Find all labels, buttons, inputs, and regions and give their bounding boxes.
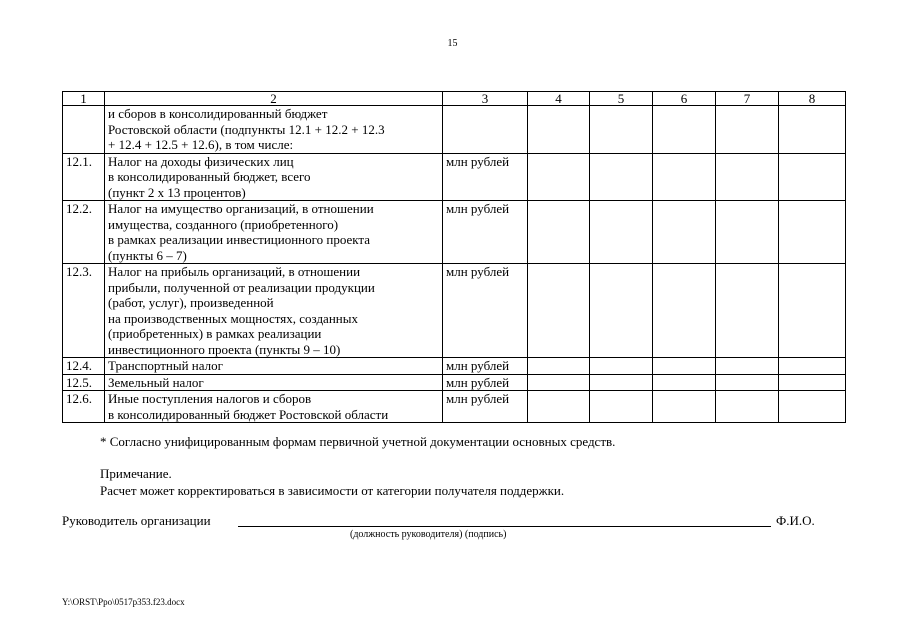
description-line: Налог на имущество организаций, в отношении [108, 201, 374, 216]
table-row [63, 153, 846, 201]
value-cell [653, 153, 716, 201]
row-description-cell [105, 358, 443, 375]
table-row [63, 391, 846, 423]
value-cell [528, 264, 590, 358]
row-description-cell [105, 106, 443, 154]
value-cell [528, 106, 590, 154]
value-cell [528, 153, 590, 201]
description-line: Иные поступления налогов и сборов [108, 391, 312, 406]
value-cell [590, 153, 653, 201]
table-row [63, 201, 846, 264]
row-unit-cell [443, 106, 528, 154]
value-cell [779, 358, 846, 375]
row-unit-cell: млн рублей [443, 391, 528, 423]
tax-table [62, 91, 846, 423]
row-number-cell: 12.2. [63, 201, 105, 264]
description-line: прибыли, полученной от реализации продукции [108, 279, 375, 295]
row-number-cell: 12.1. [63, 153, 105, 201]
value-cell [590, 201, 653, 264]
header-cell: 7 [716, 92, 779, 106]
description-line: (пункт 2 х 13 процентов) [108, 184, 246, 200]
header-cell: 3 [443, 92, 528, 106]
description-line: (пункты 6 – 7) [108, 247, 187, 263]
value-cell [716, 106, 779, 154]
header-cell: 4 [528, 92, 590, 106]
value-cell [779, 391, 846, 423]
value-cell [716, 153, 779, 201]
description-line: Транспортный налог [108, 358, 223, 373]
signature-label: Руководитель организации [62, 513, 211, 528]
row-description-cell [105, 153, 443, 201]
value-cell [653, 391, 716, 423]
description-line: + 12.4 + 12.5 + 12.6), в том числе: [108, 137, 294, 152]
description-line: в консолидированный бюджет, всего [108, 169, 311, 184]
description-line: Земельный налог [108, 374, 204, 390]
value-cell [653, 374, 716, 391]
value-cell [716, 391, 779, 423]
value-cell [653, 106, 716, 154]
value-cell [779, 201, 846, 264]
row-number-cell: 12.4. [63, 358, 105, 375]
note-text: Расчет может корректироваться в зависимости от категории получателя поддержки. [100, 483, 565, 498]
header-cell: 2 [105, 92, 443, 106]
value-cell [779, 106, 846, 154]
description-line: Налог на доходы физических лиц [108, 153, 294, 169]
header-cell: 1 [63, 92, 105, 106]
value-cell [590, 374, 653, 391]
file-path: Y:\ORST\Ppo\0517p353.f23.docx [62, 597, 185, 607]
description-line: Ростовской области (подпункты 12.1 + 12.2 + 12.3 [108, 121, 385, 137]
row-description-cell [105, 201, 443, 264]
description-line: на производственных мощностях, созданных [108, 310, 358, 326]
row-unit-cell: млн рублей [443, 201, 528, 264]
row-unit-cell: млн рублей [443, 264, 528, 358]
row-number-cell: 12.6. [63, 391, 105, 423]
value-cell [528, 391, 590, 423]
note-title: Примечание. [100, 466, 172, 481]
value-cell [653, 201, 716, 264]
value-cell [590, 106, 653, 154]
value-cell [653, 358, 716, 375]
header-cell: 6 [653, 92, 716, 106]
row-unit-cell: млн рублей [443, 358, 528, 375]
value-cell [716, 201, 779, 264]
row-unit-cell: млн рублей [443, 153, 528, 201]
table-row [63, 106, 846, 154]
row-description-cell [105, 264, 443, 358]
table-row [63, 358, 846, 375]
value-cell [716, 374, 779, 391]
value-cell [528, 358, 590, 375]
row-number-cell [63, 106, 105, 154]
value-cell [590, 391, 653, 423]
description-line: (приобретенных) в рамках реализации [108, 326, 322, 341]
description-line: в консолидированный бюджет Ростовской области [108, 406, 389, 422]
value-cell [716, 264, 779, 358]
description-line: (работ, услуг), произведенной [108, 295, 274, 310]
value-cell [653, 264, 716, 358]
value-cell [779, 153, 846, 201]
description-line: в рамках реализации инвестиционного проекта [108, 232, 371, 247]
value-cell [779, 374, 846, 391]
value-cell [779, 264, 846, 358]
header-cell: 5 [590, 92, 653, 106]
header-cell: 8 [779, 92, 846, 106]
value-cell [590, 264, 653, 358]
description-line: инвестиционного проекта (пункты 9 – 10) [108, 341, 341, 357]
signature-line [238, 526, 771, 527]
description-line: имущества, созданного (приобретенного) [108, 216, 339, 232]
value-cell [716, 358, 779, 375]
table-header-row [63, 92, 846, 106]
page-number: 15 [447, 38, 458, 49]
value-cell [528, 201, 590, 264]
value-cell [528, 374, 590, 391]
row-description-cell [105, 391, 443, 423]
table-row [63, 374, 846, 391]
row-number-cell: 12.5. [63, 374, 105, 391]
row-number-cell: 12.3. [63, 264, 105, 358]
row-unit-cell: млн рублей [443, 374, 528, 391]
description-line: и сборов в консолидированный бюджет [108, 106, 328, 121]
description-line: Налог на прибыль организаций, в отношении [108, 264, 361, 279]
signature-caption: (должность руководителя) (подпись) [350, 529, 507, 540]
value-cell [590, 358, 653, 375]
footnote: * Согласно унифицированным формам первичной учетной документации основных средств. [100, 434, 616, 449]
signature-fio: Ф.И.О. [776, 513, 815, 528]
table-row [63, 264, 846, 358]
row-description-cell [105, 374, 443, 391]
